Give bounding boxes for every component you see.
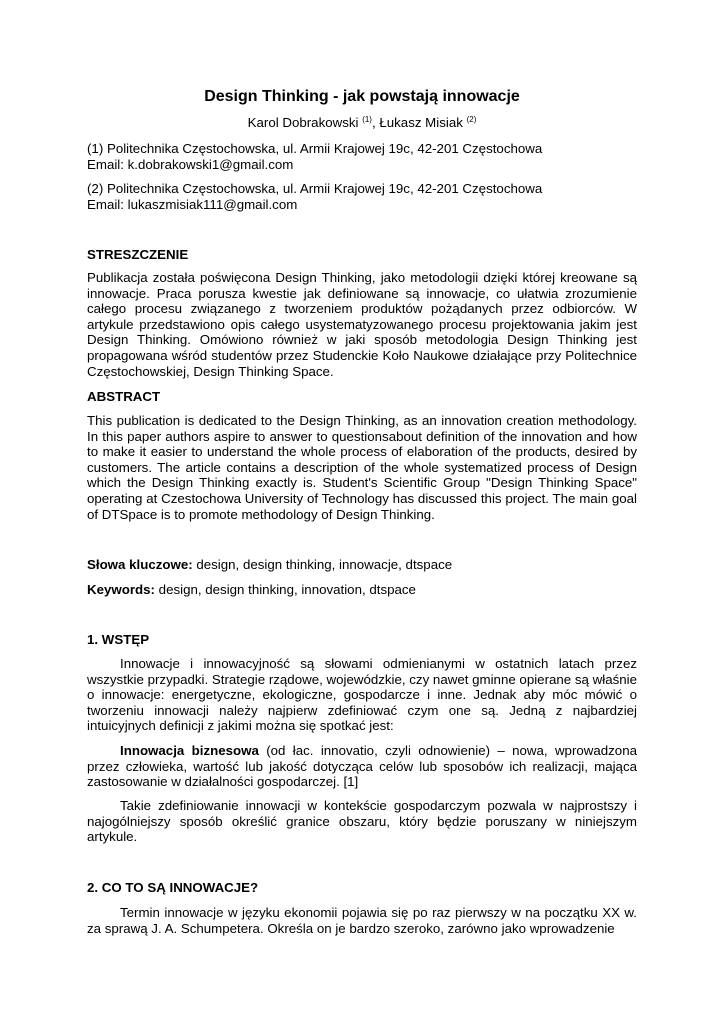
affiliation-2 (87, 181, 647, 212)
streszczenie-paragraph: Publikacja została poświęcona Design Thinking, jako metodologii dzięki której kreowane są innowacje. Praca porusza kwestie jak definiowane są innowacje, co ułatwia zrozumienie całego procesu związanego z tworzeniem produktów pożądanych przez odbiorców. W artykule przedstawiono opis całego usystematyzowanego procesu projektowania jakim jest Design Thinking. Omówiono również w jaki sposób metodologia Design Thinking jest propagowana wśród studentów przez Studenckie Koło Naukowe działające przy Politechnice Częstochowskiej, Design Thinking Space. (87, 270, 637, 379)
keywords-english (87, 582, 637, 598)
author-1: Karol Dobrakowski (247, 115, 359, 130)
section-2-paragraph-1 (87, 905, 637, 936)
section-2-paragraph-1-text: Termin innowacje w języku ekonomii pojawia się po raz pierwszy w na początku XX w. za sprawą J. A. Schumpetera. Określa on je bardzo szeroko, zarówno jako wprowadzenie (87, 905, 637, 936)
author-1-affiliation-marker: (1) (362, 115, 372, 124)
paper-title: Design Thinking - jak powstają innowacje (204, 88, 520, 105)
definition-text: (od łac. innovatio, czyli odnowienie) – nowa, wprowadzona przez człowieka, wartość lub jakość dotycząca celów lub sposobów ich realizacji, mająca zastosowanie w działalności gospodarczej. [1] (87, 743, 637, 790)
affiliation-1-email: Email: k.dobrakowski1@gmail.com (87, 156, 294, 172)
author-2: Łukasz Misiak (379, 115, 463, 130)
author-line (0, 115, 724, 131)
streszczenie-text (87, 270, 637, 379)
definition-term: Innowacja biznesowa (120, 743, 259, 758)
section-1-paragraph-1 (87, 656, 637, 734)
affiliation-1 (87, 141, 647, 172)
keywords-polish-values: design, design thinking, innowacje, dtspace (192, 557, 453, 572)
affiliation-2-address: (2) Politechnika Częstochowska, ul. Armii Krajowej 19c, 42-201 Częstochowa (87, 181, 543, 196)
keywords-polish-label: Słowa kluczowe: (87, 557, 193, 572)
keywords-english-values: design, design thinking, innovation, dtspace (154, 582, 416, 597)
section-1-paragraph-3 (87, 798, 637, 845)
affiliation-2-email: Email: lukaszmisiak111@gmail.com (87, 196, 298, 212)
section-2-heading: 2. CO TO SĄ INNOWACJE? (87, 880, 259, 895)
abstract-paragraph: This publication is dedicated to the Design Thinking, as an innovation creation methodology. In this paper authors aspire to answer to questionsabout definition of the innovation and how to make it easier to understand the whole process of elaboration of the products, desired by customers. The article contains a description of the whole systematized process of Design which the Design Thinking exactly is. Student's Scientific Group "Design Thinking Space" operating at Czestochowa University of Technology has discussed this project. The main goal of DTSpace is to promote methodology of Design Thinking. (87, 413, 637, 522)
author-2-affiliation-marker: (2) (466, 115, 477, 124)
abstract-text (87, 413, 637, 522)
affiliation-1-address: (1) Politechnika Częstochowska, ul. Armii Krajowej 19c, 42-201 Częstochowa (87, 141, 543, 156)
streszczenie-heading: STRESZCZENIE (87, 247, 189, 262)
section-1-paragraph-3-text: Takie zdefiniowanie innowacji w kontekście gospodarczym pozwala w najprostszy i najogólniejszy sposób określić granice obszaru, który będzie poruszany w niniejszym artykule. (87, 798, 637, 845)
author-separator: , (371, 115, 380, 130)
abstract-heading: ABSTRACT (87, 389, 161, 404)
keywords-english-label: Keywords: (87, 582, 155, 597)
section-1-heading: 1. WSTĘP (87, 632, 150, 647)
section-1-definition (87, 743, 637, 790)
keywords-polish (87, 557, 637, 573)
section-1-paragraph-1-text: Innowacje i innowacyjność są słowami odmienianymi w ostatnich latach przez wszystkie przypadki. Strategie rządowe, wojewódzkie, czy nawet gminne opierane są właśnie o innowacje: energetyczne, ekologiczne, gospodarcze i inne. Jednak aby móc mówić o tworzeniu innowacji należy najpierw zdefiniować czym one są. Jedną z najbardziej intuicyjnych definicji z jakimi można się spotkać jest: (87, 656, 637, 734)
